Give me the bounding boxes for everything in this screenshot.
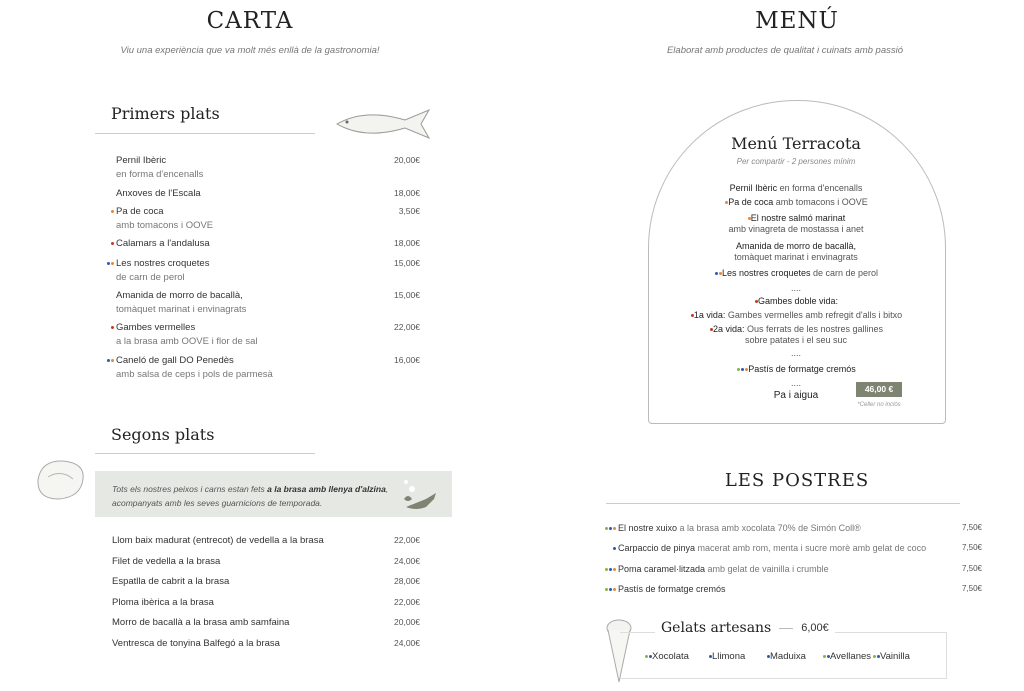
terracota-subtitle: Per compartir - 2 persones mínim — [736, 157, 856, 166]
terracota-line — [650, 268, 942, 278]
allergen-dots — [736, 364, 748, 374]
blue-dot-icon — [107, 262, 110, 265]
item-name — [104, 290, 420, 301]
menu-item — [104, 188, 420, 199]
divider — [606, 503, 960, 504]
terracota-line — [650, 296, 942, 306]
item-name: Llom baix madurat (entrecot) de vedella a la brasa — [112, 535, 324, 546]
carta-title: CARTA — [206, 8, 294, 34]
terracota-line — [650, 348, 942, 358]
item-price: 20,00€ — [394, 155, 420, 165]
item-name — [104, 258, 420, 269]
item-name: Filet de vedella a la brasa — [112, 556, 221, 567]
item-description: amb tomacons i OOVE — [116, 220, 214, 231]
item-description: a la brasa amb OOVE i flor de sal — [116, 336, 258, 347]
item-price: 22,00€ — [394, 322, 420, 332]
divider — [95, 133, 315, 134]
red-dot-icon — [111, 326, 114, 329]
allergen-dots — [872, 651, 880, 662]
grill-note: Tots els nostres peixos i carns estan fets a la brasa amb llenya d'alzina, acompanyats amb les seves guarnicions de temporada. — [112, 484, 389, 508]
line-text: tomàquet marinat i envinagrats — [734, 252, 858, 262]
green-dot-icon — [645, 655, 648, 658]
orange-dot-icon — [111, 359, 114, 362]
line-text: .... — [790, 283, 801, 293]
item-description: en forma d'encenalls — [116, 169, 204, 180]
item-price: 3,50€ — [398, 206, 420, 216]
divider — [779, 628, 793, 629]
allergen-dots — [714, 268, 722, 278]
segons-title: Segons plats — [111, 425, 215, 444]
menu-item — [104, 155, 420, 180]
menu-item — [104, 576, 420, 587]
orange-dot-icon — [111, 210, 114, 213]
line-bold: Pa de coca — [728, 197, 774, 207]
item-price: 18,00€ — [394, 188, 420, 198]
item-name — [104, 322, 420, 333]
line-bold: Pernil Ibèric — [729, 183, 778, 193]
item-name-text: Pa de coca — [116, 206, 164, 217]
ice-cream-flavor — [708, 651, 745, 662]
grill-note-box — [95, 471, 452, 517]
dessert-item — [600, 584, 982, 594]
line-text: .... — [790, 348, 801, 358]
item-name: Morro de bacallà a la brasa amb samfaina — [112, 617, 290, 628]
pan-icon — [400, 477, 440, 513]
gelats-header — [655, 620, 835, 636]
terracota-title: Menú Terracota — [731, 134, 861, 153]
dessert-name: Poma caramel·litzada — [618, 564, 706, 574]
item-price: 15,00€ — [394, 258, 420, 268]
item-price: 24,00€ — [394, 556, 420, 566]
allergen-dots — [104, 258, 114, 269]
flavor-name: Vainilla — [880, 651, 910, 662]
line-bold: Pa i aigua — [773, 390, 819, 401]
postres-title: LES POSTRES — [724, 470, 870, 491]
line-bold: 2a vida: — [712, 324, 745, 334]
menu-item — [104, 355, 420, 380]
menu-item — [104, 597, 420, 608]
item-name: Ventresca de tonyina Balfegó a la brasa — [112, 638, 280, 649]
orange-dot-icon — [613, 527, 616, 530]
terracota-line — [650, 183, 942, 193]
allergen-dots — [600, 543, 616, 553]
green-dot-icon — [737, 368, 740, 371]
terracota-line — [650, 241, 942, 251]
terracota-price-badge: 46,00 € — [856, 382, 902, 397]
item-price: 20,00€ — [394, 617, 420, 627]
line-bold: Amanida de morro de bacallà, — [735, 241, 857, 251]
orange-dot-icon — [111, 262, 114, 265]
item-description: amb salsa de ceps i pols de parmesà — [116, 369, 273, 380]
flavor-name: Llimona — [712, 651, 746, 662]
menu-item — [104, 556, 420, 567]
item-price: 15,00€ — [394, 290, 420, 300]
blue-dot-icon — [741, 368, 744, 371]
menu-item — [104, 535, 420, 546]
menu-item — [104, 206, 420, 231]
item-price: 16,00€ — [394, 355, 420, 365]
item-name-text: Amanida de morro de bacallà, — [116, 290, 243, 301]
terracota-line — [650, 335, 942, 345]
item-name: Ploma ibèrica a la brasa — [112, 597, 214, 608]
flavor-name: Xocolata — [652, 651, 689, 662]
line-text: en forma d'encenalls — [777, 183, 863, 193]
allergen-dots — [104, 355, 114, 366]
blue-dot-icon — [609, 568, 612, 571]
item-name-text: Anxoves de l'Escala — [116, 188, 201, 199]
item-description: tomàquet marinat i envinagrats — [116, 304, 247, 315]
allergen-dots — [644, 651, 652, 662]
item-price: 22,00€ — [394, 597, 420, 607]
menu-subtitle: Elaborat amb productes de qualitat i cuinats amb passió — [666, 45, 904, 56]
dessert-item — [600, 543, 982, 553]
terracota-line — [650, 224, 942, 234]
terracota-line — [650, 310, 942, 320]
item-name-text: Gambes vermelles — [116, 322, 196, 333]
line-bold: El nostre salmó marinat — [750, 213, 846, 223]
item-name-text: Les nostres croquetes — [116, 258, 210, 269]
gelats-price: 6,00€ — [801, 622, 829, 634]
blue-dot-icon — [107, 359, 110, 362]
item-description: de carn de perol — [116, 272, 185, 283]
fish-illustration-icon — [335, 106, 431, 142]
dessert-item — [600, 564, 982, 574]
flavor-name: Maduixa — [770, 651, 806, 662]
menu-item — [104, 258, 420, 283]
item-name — [104, 238, 420, 249]
item-name — [104, 188, 420, 199]
dessert-name: Pastís de formatge cremós — [618, 584, 726, 594]
line-bold: Pastís de formatge cremós — [748, 364, 856, 374]
line-bold: Gambes doble vida: — [757, 296, 839, 306]
green-dot-icon — [873, 655, 876, 658]
item-name — [104, 155, 420, 166]
allergen-dots — [822, 651, 830, 662]
item-price: 22,00€ — [394, 535, 420, 545]
allergen-dots — [600, 523, 616, 533]
dessert-desc: a la brasa amb xocolata 70% de Simón Coll® — [677, 523, 861, 533]
item-price: 24,00€ — [394, 638, 420, 648]
menu-item — [104, 322, 420, 347]
menu-item — [104, 290, 420, 315]
line-bold: Les nostres croquetes — [721, 268, 811, 278]
terracota-line — [650, 197, 942, 207]
green-dot-icon — [823, 655, 826, 658]
terracota-line — [650, 252, 942, 262]
blue-dot-icon — [609, 588, 612, 591]
terracota-line — [650, 283, 942, 293]
menu-title: MENÚ — [755, 8, 839, 34]
ice-cream-flavor — [872, 651, 910, 662]
red-dot-icon — [111, 242, 114, 245]
celler-note: *Celler no inclòs — [857, 402, 901, 408]
allergen-dots — [104, 206, 114, 217]
green-dot-icon — [605, 568, 608, 571]
item-name: Espatlla de cabrit a la brasa — [112, 576, 230, 587]
menu-item — [104, 638, 420, 649]
item-name-text: Calamars a l'andalusa — [116, 238, 210, 249]
line-bold: 1a vida: — [693, 310, 726, 320]
allergen-dots — [104, 322, 114, 333]
orange-dot-icon — [613, 568, 616, 571]
dessert-price: 7,50€ — [961, 523, 982, 532]
divider — [95, 453, 315, 454]
line-text: amb vinagreta de mostassa i anet — [728, 224, 864, 234]
gelats-title: Gelats artesans — [661, 620, 772, 636]
line-text: Gambes vermelles amb refregit d'alls i bitxo — [725, 310, 903, 320]
flavor-name: Avellanes — [830, 651, 872, 662]
dessert-desc: amb gelat de vainilla i crumble — [705, 564, 829, 574]
terracota-line — [650, 364, 942, 374]
orange-dot-icon — [613, 588, 616, 591]
allergen-dots — [104, 238, 114, 249]
line-text: sobre patates i el seu suc — [744, 335, 848, 345]
menu-item — [104, 238, 420, 249]
terracota-line — [650, 324, 942, 334]
allergen-dots — [600, 564, 616, 574]
steak-illustration-icon — [33, 455, 88, 503]
ice-cream-flavor — [822, 651, 871, 662]
item-price: 18,00€ — [394, 238, 420, 248]
dessert-name: El nostre xuixo — [618, 523, 678, 533]
green-dot-icon — [605, 527, 608, 530]
dessert-name: Carpaccio de pinya — [618, 543, 696, 553]
dessert-price: 7,50€ — [961, 584, 982, 593]
dessert-price: 7,50€ — [961, 543, 982, 552]
allergen-dots — [600, 584, 616, 594]
blue-dot-icon — [613, 547, 616, 550]
dessert-price: 7,50€ — [961, 564, 982, 573]
terracota-line — [650, 213, 942, 223]
blue-dot-icon — [715, 272, 718, 275]
carta-subtitle: Viu una experiència que va molt més enllà de la gastronomia! — [120, 45, 380, 56]
ice-cream-flavor — [766, 651, 806, 662]
item-name-text: Caneló de gall DO Penedès — [116, 355, 234, 366]
green-dot-icon — [605, 588, 608, 591]
dessert-desc: macerat amb rom, menta i sucre morè amb gelat de coco — [695, 543, 927, 553]
line-text: amb tomacons i OOVE — [773, 197, 868, 207]
item-name — [104, 355, 420, 366]
item-name-text: Pernil Ibèric — [116, 155, 167, 166]
line-text: de carn de perol — [810, 268, 879, 278]
line-text: .... — [790, 378, 801, 388]
item-price: 28,00€ — [394, 576, 420, 586]
blue-dot-icon — [609, 527, 612, 530]
ice-cream-flavor — [644, 651, 689, 662]
line-text: Ous ferrats de les nostres gallines — [744, 324, 884, 334]
menu-item — [104, 617, 420, 628]
primers-title: Primers plats — [111, 104, 220, 123]
item-name — [104, 206, 420, 217]
dessert-item — [600, 523, 982, 533]
